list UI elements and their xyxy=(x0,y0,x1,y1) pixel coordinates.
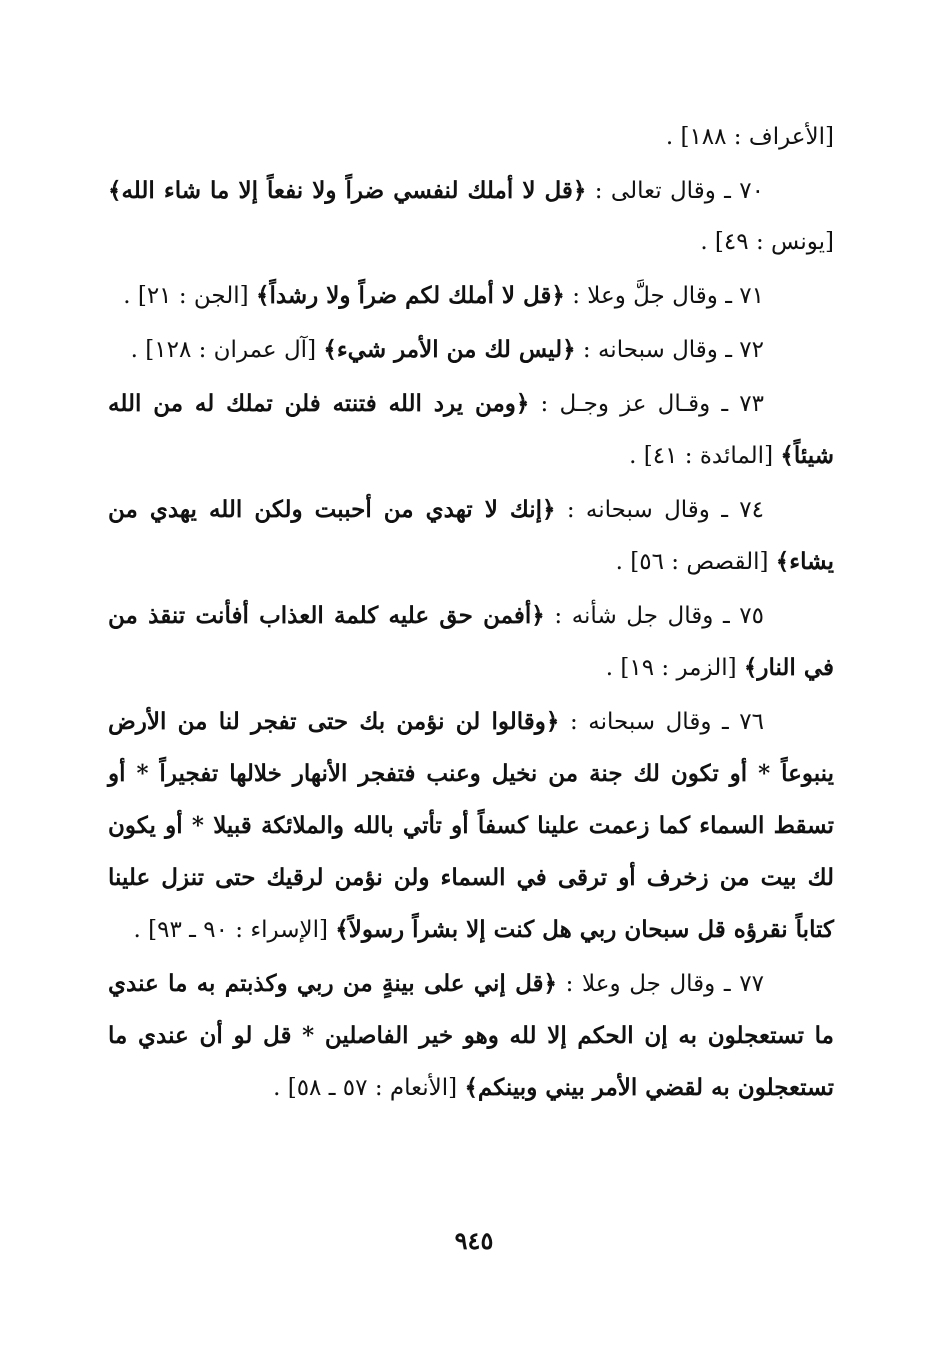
quran-quote: ﴿قل لا أملك لكم ضراً ولا رشداً﴾ xyxy=(255,282,565,309)
paragraph-73 xyxy=(108,378,834,482)
paragraph-76 xyxy=(108,696,834,956)
quran-quote: ﴿إنك لا تهدي من أحببت ولكن الله يهدي من يشاء﴾ xyxy=(108,496,834,575)
item-intro: ٧٦ ـ وقال سبحانه : xyxy=(559,709,764,735)
citation: [الزمر : ١٩] . xyxy=(605,655,744,681)
quran-quote: ﴿ومن يرد الله فتنته فلن تملك له من الله شيئاً﴾ xyxy=(108,390,834,469)
quran-quote: ﴿وقالوا لن نؤمن بك حتى تفجر لنا من الأرض ينبوعاً * أو تكون لك جنة من نخيل وعنب فتفجر الأنهار خلالها تفجيراً * أو تسقط السماء كما زعمت علينا كسفاً أو تأتي بالله والملائكة قبيلا * أو يكون لك بيت من زخرف أو ترقى في السماء ولن نؤمن لرقيك حتى تنزل علينا كتاباً نقرؤه قل سبحان ربي هل كنت إلا بشراً رسولاً﴾ xyxy=(108,708,834,943)
quran-quote: ﴿ليس لك من الأمر شيء﴾ xyxy=(323,336,576,363)
citation: [يونس : ٤٩] . xyxy=(700,229,834,255)
item-intro: ٧١ ـ وقال جلَّ وعلا : xyxy=(564,283,764,309)
item-intro: ٧٠ ـ وقال تعالى : xyxy=(586,178,764,204)
paragraph-71 xyxy=(108,270,834,322)
paragraph-70 xyxy=(108,165,834,268)
citation: [المائدة : ٤١] . xyxy=(629,443,781,469)
citation: [الأنعام : ٥٧ ـ ٥٨] . xyxy=(273,1075,465,1101)
item-intro: ٧٢ ـ وقال سبحانه : xyxy=(575,337,764,363)
item-intro: ٧٧ ـ وقال جل وعلا : xyxy=(557,971,764,997)
quran-quote: ﴿أفمن حق عليه كلمة العذاب أفأنت تنقذ من في النار﴾ xyxy=(108,602,834,681)
citation: [الإسراء : ٩٠ ـ ٩٣] . xyxy=(133,917,336,943)
paragraph-69-citation xyxy=(108,112,834,163)
paragraph-75 xyxy=(108,590,834,694)
item-intro: ٧٥ ـ وقال جل شأنه : xyxy=(544,603,764,629)
page-number: ٩٤٥ xyxy=(454,1226,494,1255)
quran-quote: ﴿قل لا أملك لنفسي ضراً ولا نفعاً إلا ما شاء الله﴾ xyxy=(108,177,587,204)
quran-quote: ﴿قل إني على بينةٍ من ربي وكذبتم به ما عندي ما تستعجلون به إن الحكم إلا لله وهو خير الفاصلين * قل لو أن عندي ما تستعجلون به لقضي الأمر بيني وبينكم﴾ xyxy=(108,970,834,1101)
paragraph-74 xyxy=(108,484,834,588)
citation: [الجن : ٢١] . xyxy=(123,283,256,309)
body-text xyxy=(108,112,834,1116)
citation: [القصص : ٥٦] . xyxy=(615,549,776,575)
paragraph-77 xyxy=(108,958,834,1114)
citation: [آل عمران : ١٢٨] . xyxy=(130,337,324,363)
paragraph-72 xyxy=(108,324,834,376)
item-intro: ٧٤ ـ وقال سبحانه : xyxy=(555,497,764,523)
item-intro: ٧٣ ـ وقـال عز وجـل : xyxy=(529,391,764,417)
citation: [الأعراف : ١٨٨] . xyxy=(665,124,834,150)
